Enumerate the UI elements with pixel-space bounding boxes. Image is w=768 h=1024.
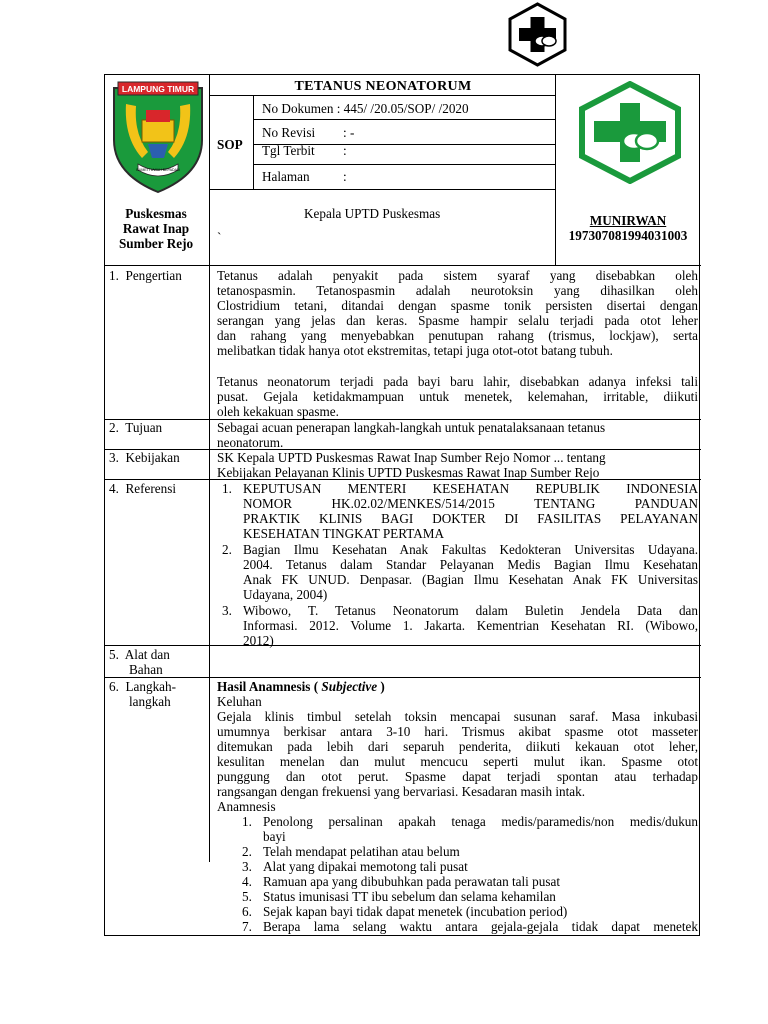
text-line: Wibowo, T. Tetanus Neonatorum dalam Buletin Jendela Data dan [243,603,698,618]
org-line-3: Sumber Rejo [118,236,194,251]
text-line: Tetanus neonatorum terjadi pada bayi baru lahir, disebabkan adanya infeksi tali [217,374,698,389]
text-line: Clostridium tetani, ditandai dengan spasme tonik persisten disertai dengan [217,298,698,313]
list-item: Status imunisasi TT ibu sebelum dan selama kehamilan [263,889,556,904]
text-line: Bagian Ilmu Kesehatan Anak Fakultas Kedokteran Universitas Udayana. [243,542,698,557]
text-line: Informasi. 2012. Volume 1. Jakarta. Kementrian Kesehatan RI. (Wibowo, [243,618,698,633]
sign-nip: 197307081994031003 [568,228,688,243]
no-revisi-label: No Revisi [262,125,316,140]
list-item: Ramuan apa yang dibubuhkan pada perawatan tali pusat [263,874,560,889]
list-item: Telah mendapat pelatihan atau belum [263,844,460,859]
text-line: ditemukan pada lebih dari separuh penderita, diikuti kekauan otot leher, [217,739,698,754]
text-line: KESEHATAN TINGKAT PERTAMA [243,526,445,541]
label-langkah-1: 6. Langkah- [109,679,177,694]
list-number: 7. [242,919,252,934]
sign-name: MUNIRWAN [589,213,667,228]
list-number: 4. [242,874,252,889]
text-line: pusat. Gejala ketidakmampuan untuk menetek, kelemahan, irritable, diikuti [217,389,698,404]
list-number: 3. [222,603,232,618]
document-title: TETANUS NEONATORUM [294,79,472,94]
text-line: kesulitan menelan dan mulut mencucu seperti mulut ikan. Spasme otot [217,754,698,769]
org-line-2: Rawat Inap [122,221,190,236]
text-line: NOMOR HK.02.02/MENKES/514/2015 TENTANG PANDUAN [243,496,698,511]
org-line-1: Puskesmas [125,206,187,221]
list-number: 5. [242,889,252,904]
kebijakan-line-2: Kebijakan Pelayanan Klinis UPTD Puskesmas Rawat Inap Sumber Rejo [217,465,600,480]
list-number: 1. [242,814,252,829]
no-dokumen: No Dokumen : 445/ /20.05/SOP/ /2020 [262,101,469,116]
label-alat-1: 5. Alat dan [109,647,170,662]
text-line: Udayana, 2004) [243,587,328,602]
text-line: rangsangan dengan frekuensi yang bervariasi. Kesadaran masih intak. [217,784,586,799]
list-item: Penolong persalinan apakah tenaga medis/paramedis/non medis/dukun [263,814,698,829]
sop-label: SOP [217,137,243,152]
no-revisi-value: : - [343,125,355,140]
halaman-label: Halaman [262,169,310,184]
label-referensi: 4. Referensi [109,481,177,496]
puskesmas-logo-green [577,81,683,184]
text-line: punggung dan otot perut. Spasme dapat terjadi spontan atau terhadap [217,769,698,784]
emblem-motto: BUMEI TUWAH BEPADAN [136,168,180,172]
sign-role: Kepala UPTD Puskesmas [304,206,441,221]
label-pengertian: 1. Pengertian [109,268,182,283]
list-item-cont: bayi [263,829,286,844]
hasil-anamnesis-heading [217,679,385,694]
puskesmas-logo-top [505,2,570,67]
list-item: Berapa lama selang waktu antara gejala-gejala tidak dapat menetek [263,919,698,934]
anamnesis-label: Anamnesis [217,799,276,814]
text-line: Tetanus adalah penyakit pada sistem syaraf yang disebabkan oleh [217,268,698,283]
heading-close: ) [380,679,385,694]
list-number: 6. [242,904,252,919]
text-line: melibatkan tidak hanya otot ekstremitas, tetapi juga otot-otot batang tubuh. [217,343,613,358]
text-line: KEPUTUSAN MENTERI KESEHATAN REPUBLIK INDONESIA [243,481,698,496]
text-line: PRAKTIK KLINIS BAGI DOKTER DI FASILITAS PELAYANAN [243,511,698,526]
list-number: 2. [242,844,252,859]
list-item: Alat yang dipakai memotong tali pusat [263,859,468,874]
tgl-terbit-label: Tgl Terbit [262,143,315,158]
label-tujuan: 2. Tujuan [109,420,163,435]
text-line: umumnya berkisar antara 3-10 hari. Trismus akibat spasme otot masseter [217,724,698,739]
tgl-terbit-value: : [343,143,347,158]
heading-italic: Subjective [321,679,378,694]
label-kebijakan: 3. Kebijakan [109,450,180,465]
tujuan-line-2: neonatorum. [217,435,284,450]
list-item: Sejak kapan bayi tidak dapat menetek (incubation period) [263,904,568,919]
lampung-timur-emblem [108,78,208,196]
emblem-banner: LAMPUNG TIMUR [121,84,195,94]
text-line: tetanospasmin. Tetanospasmin adalah neurotoksin yang dihasilkan oleh [217,283,698,298]
list-number: 3. [242,859,252,874]
label-langkah-2: langkah [129,694,171,709]
sign-mark: ` [217,230,222,245]
keluhan-label: Keluhan [217,694,262,709]
text-line: Gejala klinis timbul setelah toksin mencapai susunan saraf. Masa inkubasi [217,709,698,724]
kebijakan-line-1: SK Kepala UPTD Puskesmas Rawat Inap Sumber Rejo Nomor ... tentang [217,450,606,465]
text-line: serangan yang jelas dan keras. Spasme hampir selalu terjadi pada otot leher [217,313,698,328]
heading-text: Hasil Anamnesis ( [217,679,319,694]
list-number: 1. [222,481,232,496]
text-line: 2004. Tetanus dalam Standar Pelayanan Medis Bagian Ilmu Kesehatan [243,557,698,572]
text-line: dan rahang yang menyebabkan penutupan rahang (trismus, lockjaw), serta [217,328,698,343]
label-alat-2: Bahan [129,662,163,677]
tujuan-line-1: Sebagai acuan penerapan langkah-langkah untuk penatalaksanaan tetanus [217,420,606,435]
halaman-value: : [343,169,347,184]
text-line: oleh kekakuan spasme. [217,404,339,419]
text-line: 2012) [243,633,274,648]
list-number: 2. [222,542,232,557]
text-line: Anak FK UNUD. Denpasar. (Bagian Ilmu Kesehatan Anak FK Universitas [243,572,698,587]
